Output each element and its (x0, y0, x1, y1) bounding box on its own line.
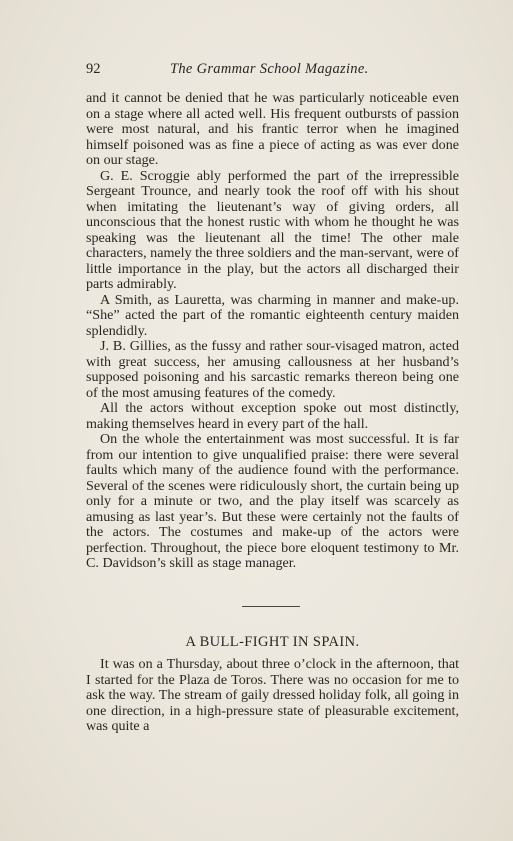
running-title: The Grammar School Magazine. (170, 61, 369, 77)
paragraph: A Smith, as Lauretta, was charming in manner and make-up. “She” acted the part of the romantic eighteenth century maiden splendidly. (86, 291, 459, 339)
article-title: A BULL-FIGHT IN SPAIN. (185, 634, 360, 650)
page-number: 92 (86, 61, 101, 77)
paragraph: On the whole the entertainment was most successful. It is far from our intention to give unqualified praise: there were several faults which many of the audience found with the performance. Several of the scenes were ridiculously short, the curtain being up only for a minute or two, and the play itself was scarcely as amusing as last year’s. But these were certainly not the faults of the actors. The costumes and make-up of the actors were perfection. Throughout, the piece bore eloquent testimony to Mr. C. Davidson’s skill as stage manager. (86, 431, 459, 571)
section-divider (242, 606, 300, 607)
paragraph: and it cannot be denied that he was particularly noticeable even on a stage where all acted well. His frequent outbursts of passion were most natural, and his frantic terror when he imagined himself poisoned was as fine a piece of acting as was ever done on our stage. (86, 90, 459, 168)
review-body (86, 91, 459, 572)
paragraph: All the actors without exception spoke out most distinctly, making themselves heard in every part of the hall. (86, 400, 459, 432)
paragraph: J. B. Gillies, as the fussy and rather sour-visaged matron, acted with great success, her amusing callousness at her husband’s supposed poisoning and his sarcastic remarks thereon being one of the most amusing features of the comedy. (86, 338, 459, 401)
running-head (86, 61, 459, 79)
paragraph: G. E. Scroggie ably performed the part of the irrepressible Sergeant Trounce, and nearly took the roof off with his shout when imitating the lieutenant’s way of giving orders, all unconscious that the honest rustic with whom he thought he was speaking was the lieutenant all the time! The other male characters, namely the three soldiers and the man-servant, were of little importance in the play, but the actors all discharged their parts admirably. (86, 167, 459, 292)
article-body (86, 657, 459, 735)
paragraph: It was on a Thursday, about three o’clock in the afternoon, that I started for the Plaza de Toros. There was no occasion for me to ask the way. The stream of gaily dressed holiday folk, all going in one direction, in a high-pressure state of pleasurable excitement, was quite a (86, 656, 459, 734)
